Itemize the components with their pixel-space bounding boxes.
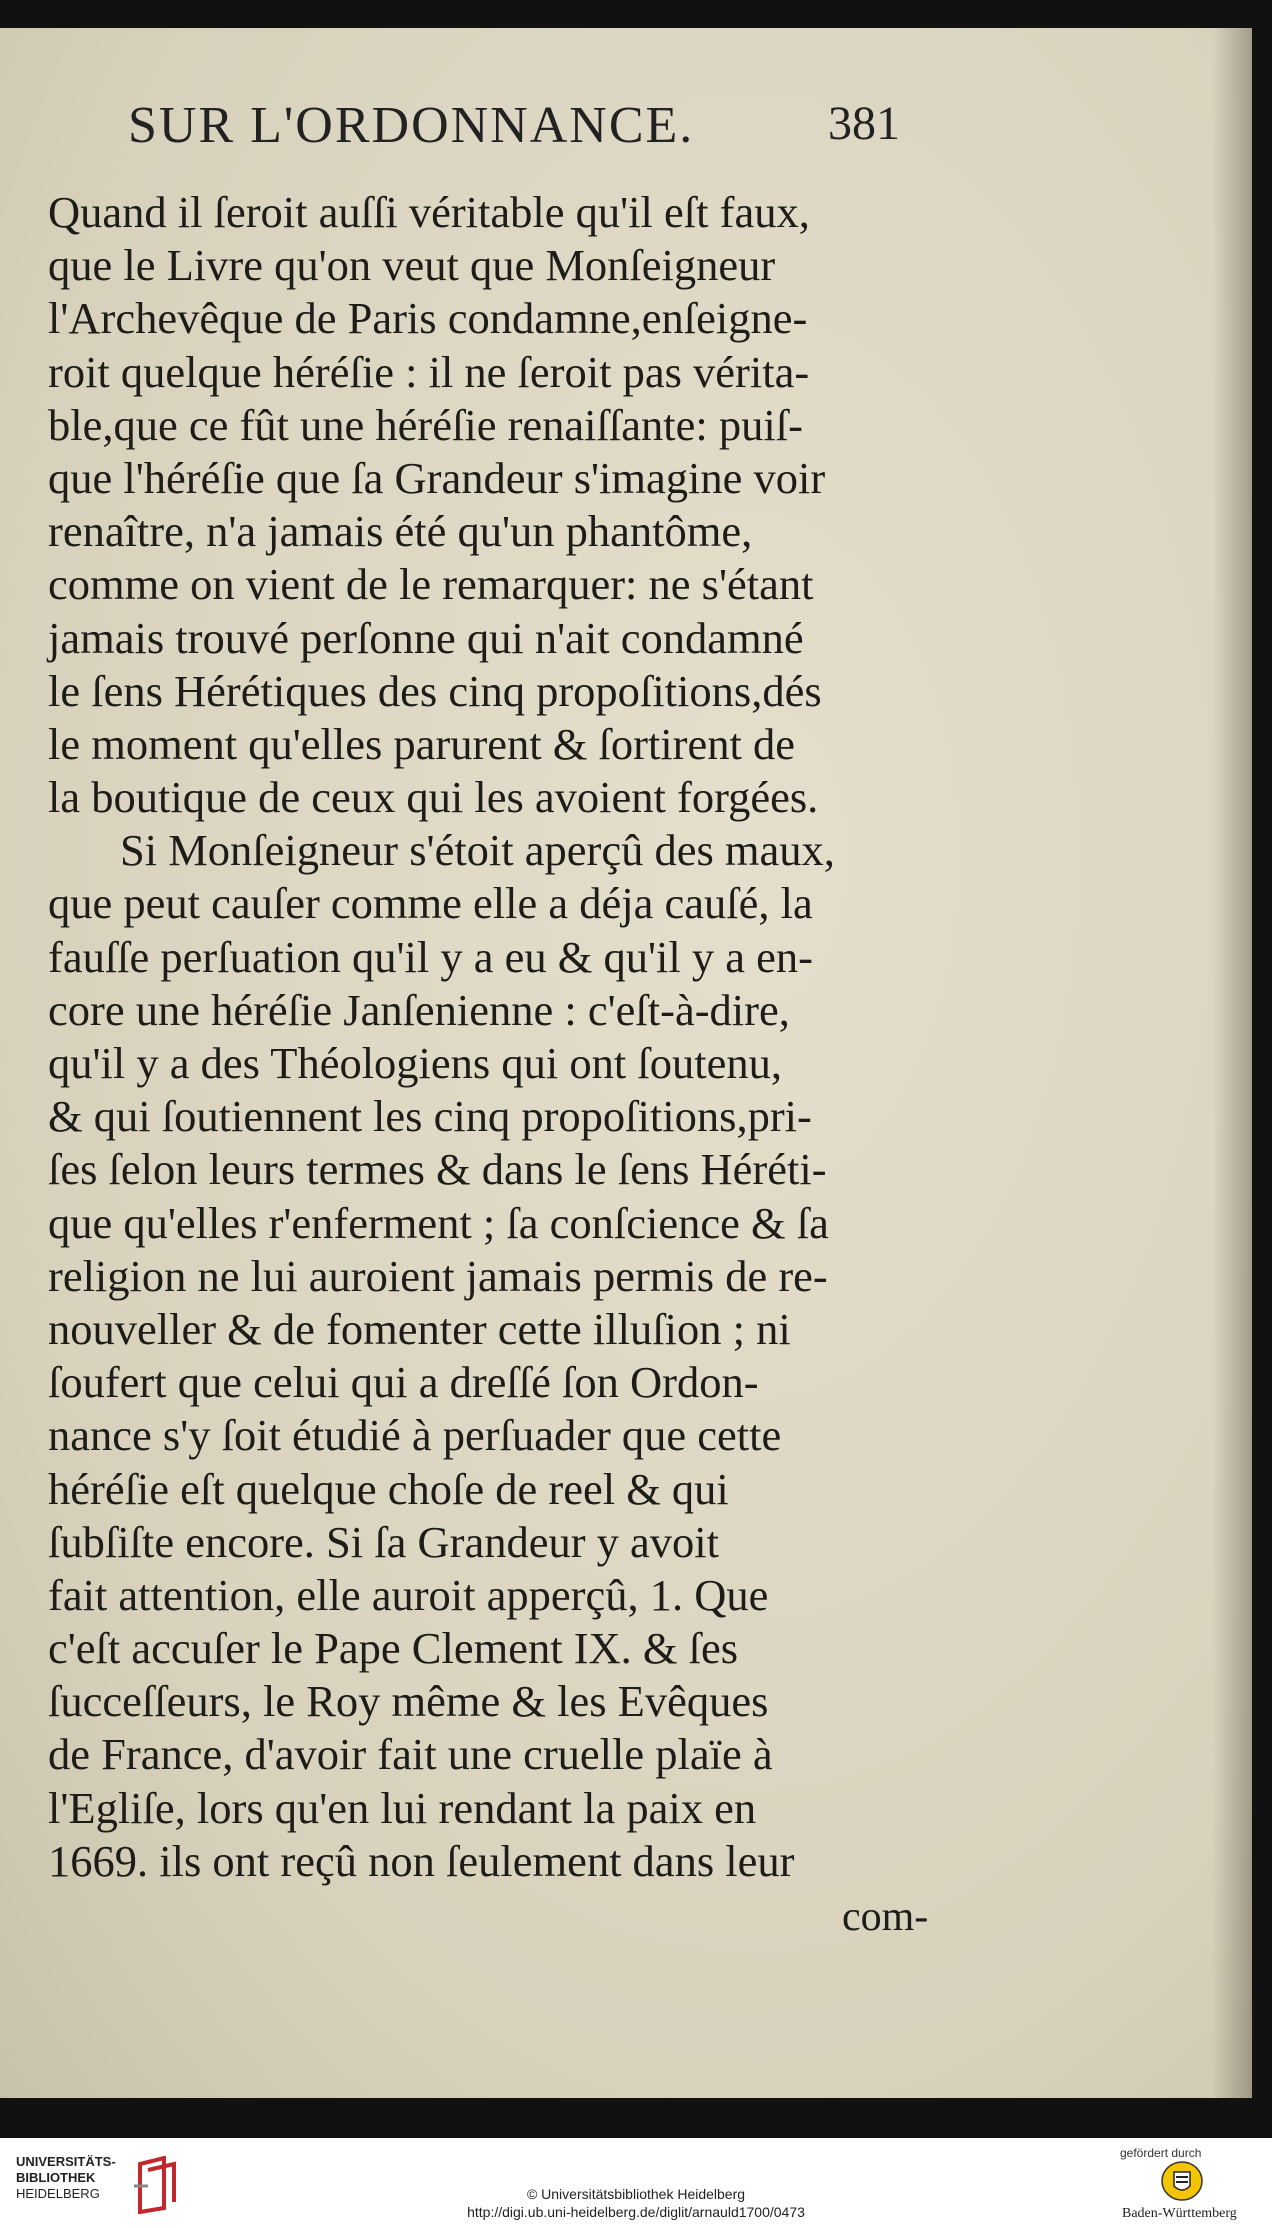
- text-line: religion ne lui auroient jamais permis de re-: [48, 1250, 828, 1301]
- text-line: ſubſiſte encore. Si ſa Grandeur y avoit: [48, 1516, 719, 1567]
- text-line: ſucceſſeurs, le Roy même & les Evêques: [48, 1676, 769, 1727]
- funded-by-label: gefördert durch: [1120, 2146, 1202, 2160]
- text-line: c'eſt accuſer le Pape Clement IX. & ſes: [48, 1623, 739, 1674]
- text-line: fauſſe perſuation qu'il y a eu & qu'il y a en-: [48, 931, 813, 982]
- text-line: renaître, n'a jamais été qu'un phantôme,: [48, 506, 753, 557]
- text-line: ſes ſelon leurs termes & dans le ſens Héréti-: [48, 1144, 827, 1195]
- text-line: que le Livre qu'on veut que Monſeigneur: [48, 240, 776, 291]
- text-line: ble,que ce fût une héréſie renaiſſante: puiſ-: [48, 399, 803, 450]
- page-number: 381: [828, 97, 900, 150]
- text-line: 1669. ils ont reçû non ſeulement dans leur: [48, 1835, 795, 1886]
- text-line: core une héréſie Janſenienne : c'eſt-à-dire,: [48, 984, 790, 1035]
- text-line: l'Egliſe, lors qu'en lui rendant la paix en: [48, 1782, 757, 1833]
- library-name-line1: UNIVERSITÄTS-: [16, 2154, 116, 2169]
- text-line: nance s'y ſoit étudié à perſuader que cette: [48, 1410, 782, 1461]
- permalink-url[interactable]: http://digi.ub.uni-heidelberg.de/diglit/arnauld1700/0473: [467, 2204, 805, 2220]
- text-line: le ſens Hérétiques des cinq propoſitions,dés: [48, 665, 822, 716]
- text-line: que l'héréſie que ſa Grandeur s'imagine voir: [48, 452, 826, 503]
- catchword: com-: [842, 1894, 929, 1940]
- text-line: héréſie eſt quelque choſe de reel & qui: [48, 1463, 729, 1514]
- text-line: le moment qu'elles parurent & ſortirent de: [48, 718, 795, 769]
- text-line: qu'il y a des Théologiens qui ont ſoutenu,: [48, 1038, 782, 1088]
- text-line: ſoufert que celui qui a dreſſé ſon Ordon-: [48, 1357, 759, 1408]
- text-line: l'Archevêque de Paris condamne,enſeigne-: [48, 293, 808, 344]
- text-line: Quand il ſeroit auſſi véritable qu'il eſt faux,: [48, 187, 810, 237]
- text-line: de France, d'avoir fait une cruelle plaïe à: [48, 1729, 773, 1780]
- text-line: comme on vient de le remarquer: ne s'étant: [48, 559, 814, 610]
- text-line: fait attention, elle auroit apperçû, 1. Que: [48, 1569, 769, 1620]
- page-gutter-shadow: [1212, 28, 1252, 2098]
- state-coat-of-arms-icon: [1160, 2160, 1204, 2202]
- library-name-line3: HEIDELBERG: [16, 2186, 100, 2201]
- text-line: Si Monſeigneur s'étoit aperçû des maux,: [120, 825, 835, 876]
- page-header: [128, 96, 908, 176]
- copyright-text: © Universitätsbibliothek Heidelberg: [526, 2186, 746, 2202]
- library-name-line2: BIBLIOTHEK: [16, 2170, 96, 2185]
- state-name: Baden-Württemberg: [1122, 2206, 1237, 2221]
- text-line: & qui ſoutiennent les cinq propoſitions,pri-: [48, 1091, 812, 1142]
- running-title: SUR L'ORDONNANCE.: [128, 97, 695, 154]
- text-line: la boutique de ceux qui les avoient forgées.: [48, 772, 819, 823]
- text-line: nouveller & de fomenter cette illuſion ; ni: [48, 1303, 791, 1354]
- body-text: [48, 186, 948, 1888]
- text-line: jamais trouvé perſonne qui n'ait condamné: [48, 612, 804, 663]
- book-page: [0, 28, 1252, 2098]
- footer: [0, 2138, 1272, 2228]
- text-line: que qu'elles r'enferment ; ſa conſcience & ſa: [48, 1197, 829, 1248]
- text-line: que peut cauſer comme elle a déja cauſé, la: [48, 878, 813, 929]
- text-line: roit quelque héréſie : il ne ſeroit pas vérita-: [48, 346, 810, 397]
